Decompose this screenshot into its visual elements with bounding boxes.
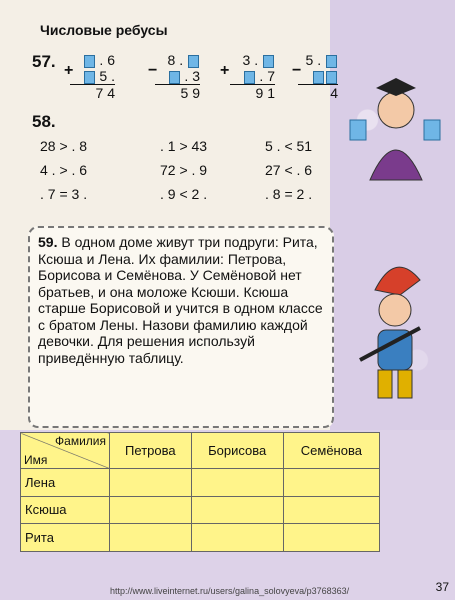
table-cell[interactable] (191, 524, 283, 552)
page-number: 37 (435, 580, 449, 594)
digit-box[interactable] (84, 71, 95, 84)
digit-box[interactable] (263, 55, 274, 68)
table-corner (21, 433, 110, 469)
digit-box[interactable] (188, 55, 199, 68)
row-header: Ксюша (21, 496, 110, 524)
column-header: Семёнова (283, 433, 379, 469)
inequality[interactable]: . 8 = 2 . (265, 186, 313, 202)
logic-table (20, 432, 380, 552)
corner-top-label: Фамилия (55, 434, 106, 448)
table-cell[interactable] (191, 496, 283, 524)
inequality[interactable]: 28 > . 8 (40, 138, 88, 154)
column-header: Борисова (191, 433, 283, 469)
professor-illustration (340, 50, 450, 200)
corner-bottom-label: Имя (24, 453, 48, 467)
table-cell[interactable] (283, 524, 379, 552)
table-cell[interactable] (283, 496, 379, 524)
problem-59-label: 59. (38, 234, 58, 250)
digit-box[interactable] (84, 55, 95, 68)
op-plus: + (220, 62, 230, 79)
problem-57-ex4: 5 . 4 (298, 52, 338, 101)
watermark-url: http://www.liveinternet.ru/users/galina_solovyeva/p3768363/ (110, 586, 350, 596)
table-cell[interactable] (110, 469, 192, 497)
digit-box[interactable] (326, 55, 337, 68)
digit-box[interactable] (326, 71, 337, 84)
digit-box[interactable] (244, 71, 255, 84)
op-minus: − (292, 62, 302, 79)
card-left-icon (350, 120, 366, 140)
op-plus: + (64, 62, 74, 79)
problem-57-label: 57. (32, 52, 56, 71)
inequality[interactable]: 27 < . 6 (265, 162, 313, 178)
inequality[interactable]: . 1 > 43 (160, 138, 208, 154)
gnome-illustration (340, 250, 440, 420)
row-header: Лена (21, 469, 110, 497)
problem-59-box (28, 226, 334, 428)
inequality[interactable]: 4 . > . 6 (40, 162, 88, 178)
table-cell[interactable] (283, 469, 379, 497)
inequality[interactable]: . 9 < 2 . (160, 186, 208, 202)
problem-59-text: В одном доме живут три подруги: Рита, Ксюша и Лена. Их фамилии: Петрова, Борисова и Семёнова. У Семёновой нет братьев, и она моложе Ксюши. Ксюша старше Борисовой и учится в одном классе с братом Лены. Назови фамилию каждой девочки. Для решения используй приведённую таблицу. (38, 234, 323, 366)
row-header: Рита (21, 524, 110, 552)
inequality[interactable]: 72 > . 9 (160, 162, 208, 178)
table-cell[interactable] (110, 524, 192, 552)
digit-box[interactable] (169, 71, 180, 84)
problem-57-ex2: 8 . . 3 5 9 (155, 52, 200, 101)
problem-57-ex1: . 6 5 . 7 4 (70, 52, 115, 101)
op-minus: − (148, 62, 158, 79)
table-cell[interactable] (110, 496, 192, 524)
problem-58-label: 58. (32, 112, 56, 131)
page-title: Числовые ребусы (40, 22, 168, 38)
problem-57-ex3: 3 . . 7 9 1 (230, 52, 275, 101)
inequality[interactable]: . 7 = 3 . (40, 186, 88, 202)
card-right-icon (424, 120, 440, 140)
inequality[interactable]: 5 . < 51 (265, 138, 313, 154)
digit-box[interactable] (313, 71, 324, 84)
column-header: Петрова (110, 433, 192, 469)
table-cell[interactable] (191, 469, 283, 497)
